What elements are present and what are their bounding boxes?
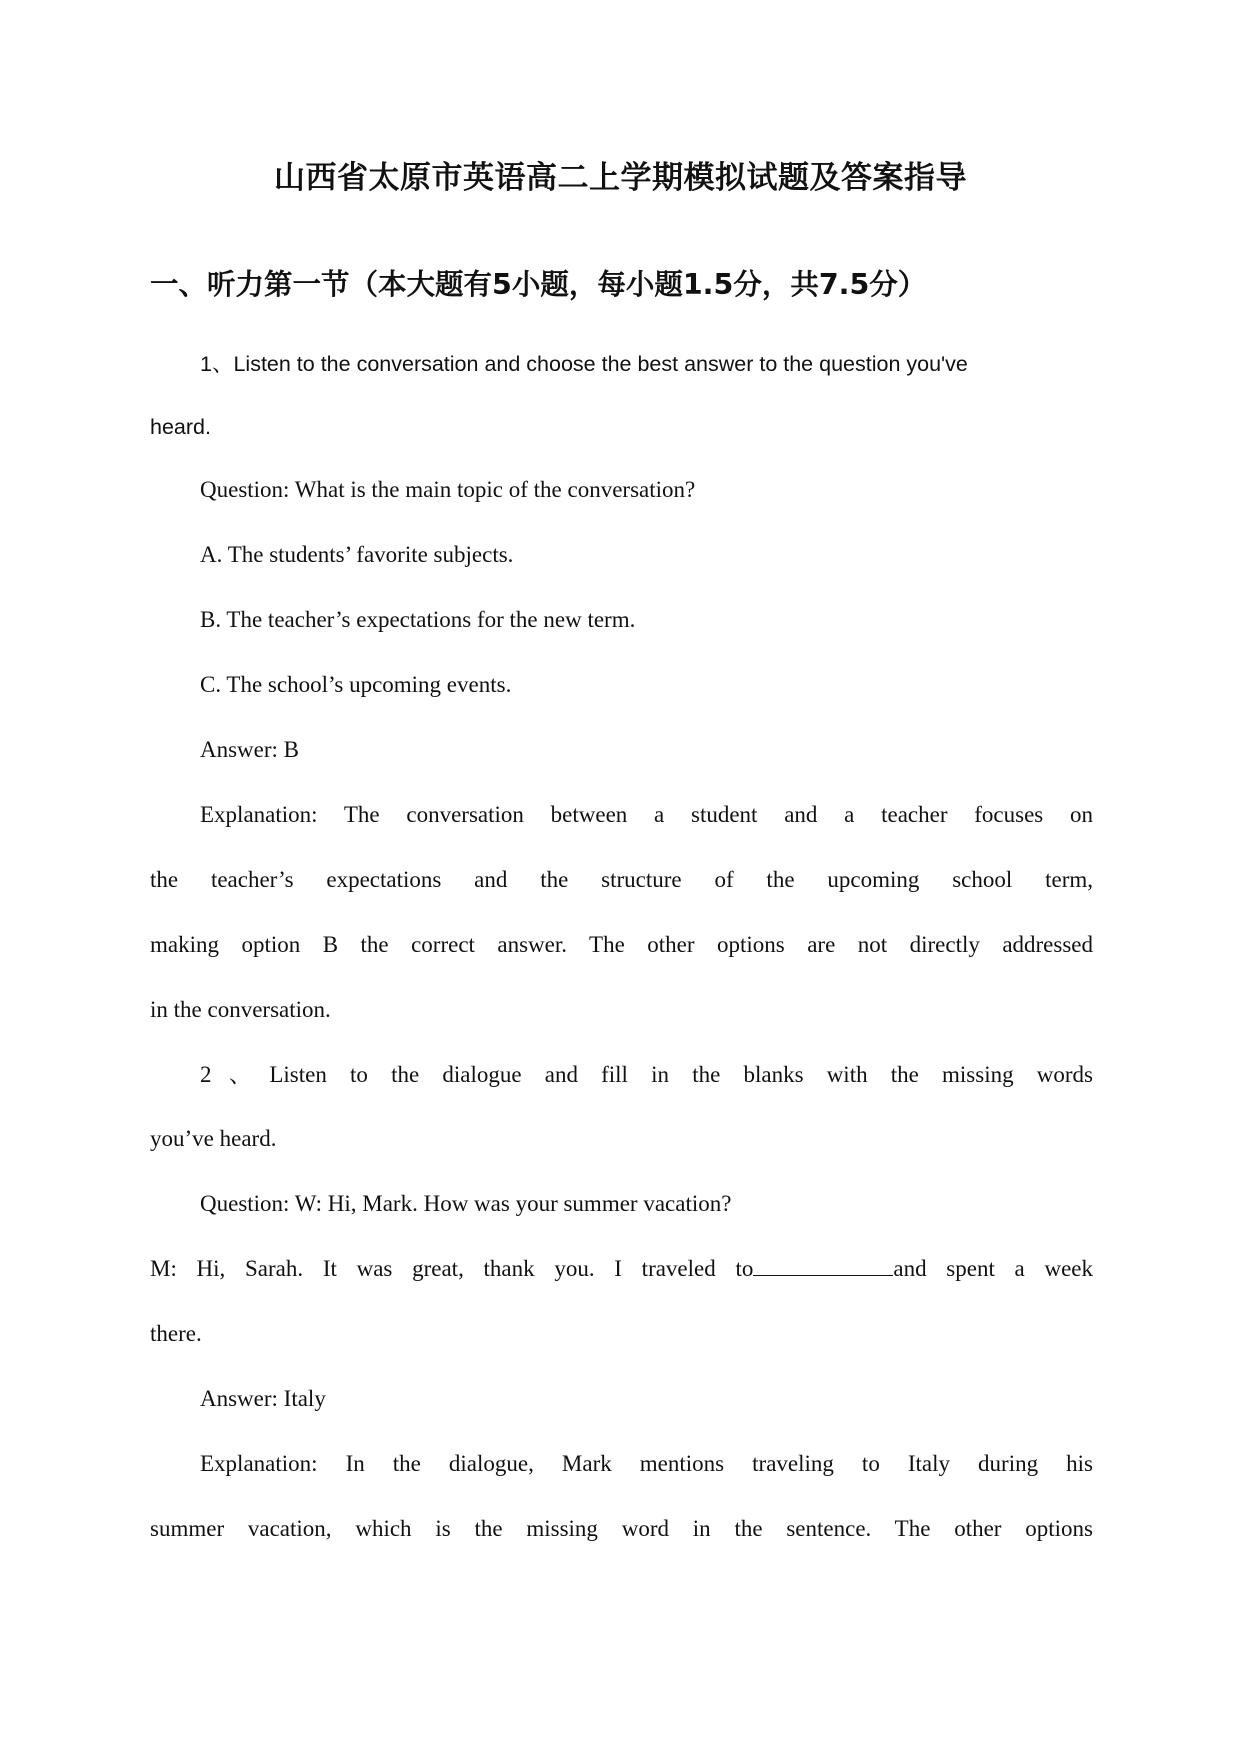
q1-option-a: A. The students’ favorite subjects. xyxy=(200,542,514,567)
q1-explanation-line1: Explanation: The conversation between a student and a teacher focuses on xyxy=(200,802,1093,827)
fill-in-blank xyxy=(753,1255,893,1276)
q2-explanation-line1: Explanation: In the dialogue, Mark mentions traveling to Italy during his xyxy=(200,1451,1093,1476)
q1-option-b: B. The teacher’s expectations for the new term. xyxy=(200,607,636,632)
q1-option-c: C. The school’s upcoming events. xyxy=(200,672,512,697)
q1-explanation-line2: the teacher’s expectations and the structure of the upcoming school term, xyxy=(150,867,1093,892)
q1-explanation-line3: making option B the correct answer. The other options are not directly addressed xyxy=(150,932,1093,957)
section-heading-listening: 一、听力第一节（本大题有5小题，每小题1.5分，共7.5分） xyxy=(150,268,927,301)
q1-instruction-line2: heard. xyxy=(150,415,211,439)
q1-explanation-line4: in the conversation. xyxy=(150,997,331,1022)
q1-answer: Answer: B xyxy=(200,737,300,762)
q1-question: Question: What is the main topic of the conversation? xyxy=(200,477,696,502)
q2-instruction-line2: you’ve heard. xyxy=(150,1126,277,1151)
q2-dialogue-line1 xyxy=(150,1254,1093,1284)
q2-instruction-line1: 2、Listen to the dialogue and fill in the blanks with the missing words xyxy=(200,1062,1093,1087)
q2-dialogue-line2: there. xyxy=(150,1321,202,1346)
document-title: 山西省太原市英语高二上学期模拟试题及答案指导 xyxy=(274,160,967,196)
q2-explanation-line2: summer vacation, which is the missing word in the sentence. The other options xyxy=(150,1516,1093,1541)
q2-dialogue-after-blank: and spent a week xyxy=(893,1256,1093,1281)
q2-answer: Answer: Italy xyxy=(200,1386,326,1411)
q1-instruction-line1: 1、Listen to the conversation and choose the best answer to the question you've xyxy=(200,352,968,376)
q2-dialogue-before-blank: M: Hi, Sarah. It was great, thank you. I traveled to xyxy=(150,1256,754,1281)
q2-question: Question: W: Hi, Mark. How was your summer vacation? xyxy=(200,1191,732,1216)
